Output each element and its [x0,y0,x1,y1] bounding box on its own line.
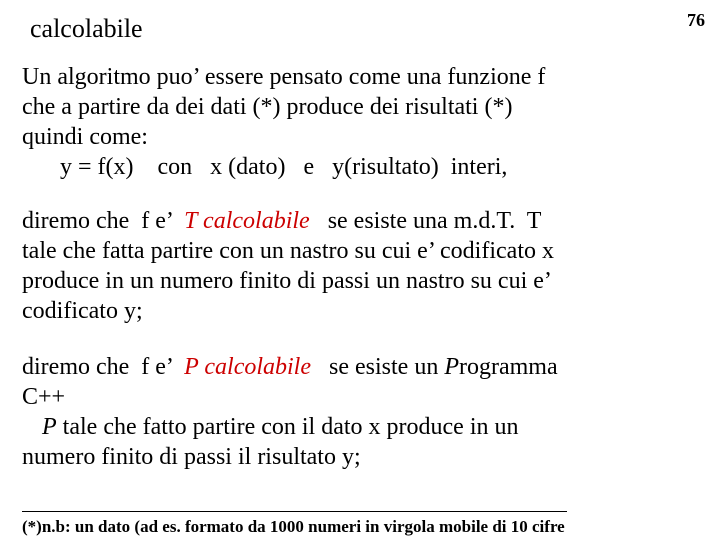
p2-line4: codificato y; [22,298,143,324]
p2-line3: produce in un numero finito di passi un nastro su cui e’ [22,268,552,294]
paragraph-algorithm [22,62,545,182]
paragraph-t-calcolabile [22,206,554,326]
p1-line2: che a partire da dei dati (*) produce dei risultati (*) [22,94,513,120]
p-calcolabile-term: P calcolabile [184,354,311,380]
t-calcolabile-term: T calcolabile [184,208,310,234]
footnote-divider [22,511,567,512]
p1-line1: Un algoritmo puo’ essere pensato come una funzione f [22,64,546,90]
p3-line4: numero finito di passi il risultato y; [22,444,361,470]
p3-line3-text: tale che fatto partire con il dato x produce in un [56,414,519,440]
p-italic-letter: P [42,414,57,440]
paragraph-p-calcolabile [22,352,558,472]
p2-pre: diremo che f e’ [22,208,185,234]
p2-line2: tale che fatta partire con un nastro su cui e’ codificato x [22,238,554,264]
footnote: (*)n.b: un dato (ad es. formato da 1000 numeri in virgola mobile di 10 cifre [22,517,565,536]
p3-pre: diremo che f e’ [22,354,185,380]
program-word-rest: rogramma [458,354,558,380]
p1-line3: quindi come: [22,124,148,150]
p3-line3 [22,412,558,442]
p3-line1 [22,352,558,382]
formula-line: y = f(x) con x (dato) e y(risultato) interi, [60,154,508,180]
p3-line2: C++ [22,384,66,410]
p2-line1 [22,206,554,236]
page-number: 76 [687,10,705,30]
program-p-letter: P [444,354,459,380]
p3-mid: se esiste un [311,354,445,380]
p2-post: se esiste una m.d.T. T [309,208,542,234]
page-title: calcolabile [30,14,143,43]
